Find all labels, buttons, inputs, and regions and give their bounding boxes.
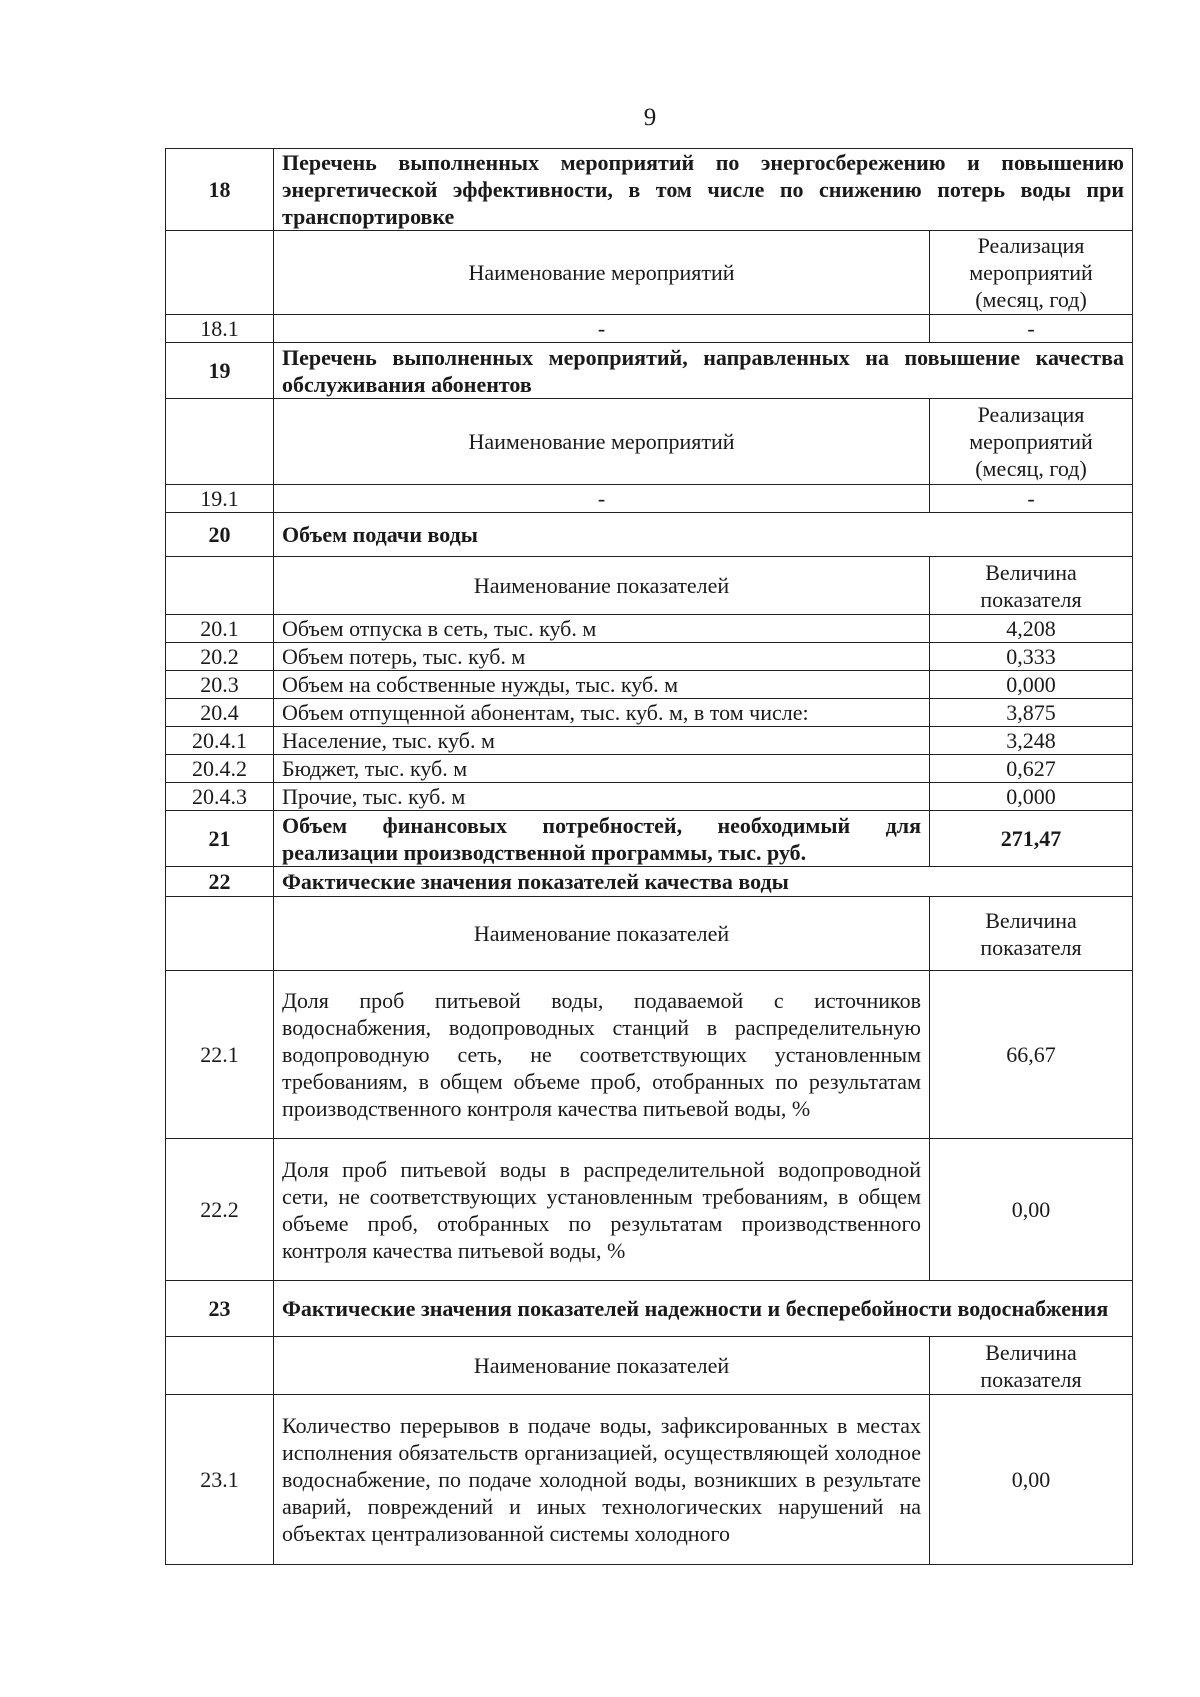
row-value: 0,00	[930, 1139, 1133, 1281]
row-name: -	[274, 485, 930, 513]
section-number: 18	[166, 149, 274, 231]
table-row	[166, 699, 1133, 727]
row-number: 20.3	[166, 671, 274, 699]
row-value: 3,248	[930, 727, 1133, 755]
row-value: 0,627	[930, 755, 1133, 783]
row-name: Бюджет, тыс. куб. м	[274, 755, 930, 783]
row-name: -	[274, 315, 930, 343]
table-row	[166, 1395, 1133, 1565]
section-value: 271,47	[930, 811, 1133, 867]
row-name: Прочие, тыс. куб. м	[274, 783, 930, 811]
row-value: 0,000	[930, 783, 1133, 811]
empty-cell	[166, 399, 274, 485]
row-number: 22.1	[166, 971, 274, 1139]
table-row	[166, 315, 1133, 343]
row-name: Население, тыс. куб. м	[274, 727, 930, 755]
table-row	[166, 971, 1133, 1139]
row-value: 0,00	[930, 1395, 1133, 1565]
empty-cell	[166, 231, 274, 315]
empty-cell	[166, 1337, 274, 1395]
section-number: 20	[166, 513, 274, 557]
table-row	[166, 643, 1133, 671]
section-title: Перечень выполненных мероприятий по энергосбережению и повышению энергетической эффективности, в том числе по снижению потерь воды при транспортировке	[274, 149, 1133, 231]
document-table	[165, 148, 1133, 1565]
table-row	[166, 485, 1133, 513]
row-number: 20.4	[166, 699, 274, 727]
section-22-header	[166, 867, 1133, 897]
row-value: -	[930, 485, 1133, 513]
column-header-name: Наименование показателей	[274, 1337, 930, 1395]
row-number: 22.2	[166, 1139, 274, 1281]
section-21-row	[166, 811, 1133, 867]
row-value: 3,875	[930, 699, 1133, 727]
section-23-header	[166, 1281, 1133, 1337]
row-number: 19.1	[166, 485, 274, 513]
row-name: Количество перерывов в подаче воды, зафиксированных в местах исполнения обязательств организацией, осуществляющей холодное водоснабжение, по подаче холодной воды, возникших в результате аварий, повреждений и иных технологических нарушений на объектах централизованной системы холодного	[274, 1395, 930, 1565]
section-18-header	[166, 149, 1133, 231]
section-number: 22	[166, 867, 274, 897]
table-row	[166, 615, 1133, 643]
section-title: Объем подачи воды	[274, 513, 1133, 557]
row-number: 20.2	[166, 643, 274, 671]
empty-cell	[166, 897, 274, 971]
section-19-header	[166, 343, 1133, 399]
row-number: 20.4.1	[166, 727, 274, 755]
column-header-row	[166, 231, 1133, 315]
row-value: -	[930, 315, 1133, 343]
column-header-name: Наименование мероприятий	[274, 399, 930, 485]
column-header-row	[166, 897, 1133, 971]
row-name: Объем отпущенной абонентам, тыс. куб. м, в том числе:	[274, 699, 930, 727]
table-row	[166, 783, 1133, 811]
section-title: Фактические значения показателей качества воды	[274, 867, 1133, 897]
table-row	[166, 671, 1133, 699]
row-name: Доля проб питьевой воды, подаваемой с источников водоснабжения, водопроводных станций в распределительную водопроводную сеть, не соответствующих установленным требованиям, в общем объеме проб, отобранных по результатам производственного контроля качества питьевой воды, %	[274, 971, 930, 1139]
row-number: 20.4.2	[166, 755, 274, 783]
empty-cell	[166, 557, 274, 615]
row-number: 23.1	[166, 1395, 274, 1565]
table-row	[166, 727, 1133, 755]
column-header-row	[166, 1337, 1133, 1395]
row-value: 66,67	[930, 971, 1133, 1139]
page-number: 9	[643, 104, 657, 131]
section-number: 21	[166, 811, 274, 867]
section-title: Перечень выполненных мероприятий, направленных на повышение качества обслуживания абонентов	[274, 343, 1133, 399]
row-name: Доля проб питьевой воды в распределительной водопроводной сети, не соответствующих установленным требованиям, в общем объеме проб, отобранных по результатам производственного контроля качества питьевой воды, %	[274, 1139, 930, 1281]
section-title: Фактические значения показателей надежности и бесперебойности водоснабжения	[274, 1281, 1133, 1337]
section-number: 19	[166, 343, 274, 399]
column-header-row	[166, 557, 1133, 615]
table-row	[166, 755, 1133, 783]
section-20-header	[166, 513, 1133, 557]
row-value: 0,000	[930, 671, 1133, 699]
column-header-value: Реализация мероприятий (месяц, год)	[930, 231, 1133, 315]
section-number: 23	[166, 1281, 274, 1337]
table-row	[166, 1139, 1133, 1281]
row-number: 20.4.3	[166, 783, 274, 811]
row-number: 20.1	[166, 615, 274, 643]
column-header-row	[166, 399, 1133, 485]
column-header-value: Величина показателя	[930, 897, 1133, 971]
column-header-value: Величина показателя	[930, 1337, 1133, 1395]
column-header-value: Величина показателя	[930, 557, 1133, 615]
row-name: Объем на собственные нужды, тыс. куб. м	[274, 671, 930, 699]
row-number: 18.1	[166, 315, 274, 343]
column-header-value: Реализация мероприятий (месяц, год)	[930, 399, 1133, 485]
row-name: Объем отпуска в сеть, тыс. куб. м	[274, 615, 930, 643]
column-header-name: Наименование мероприятий	[274, 231, 930, 315]
column-header-name: Наименование показателей	[274, 897, 930, 971]
row-name: Объем потерь, тыс. куб. м	[274, 643, 930, 671]
row-value: 4,208	[930, 615, 1133, 643]
column-header-name: Наименование показателей	[274, 557, 930, 615]
row-value: 0,333	[930, 643, 1133, 671]
section-title: Объем финансовых потребностей, необходимый для реализации производственной программы, тыс. руб.	[274, 811, 930, 867]
